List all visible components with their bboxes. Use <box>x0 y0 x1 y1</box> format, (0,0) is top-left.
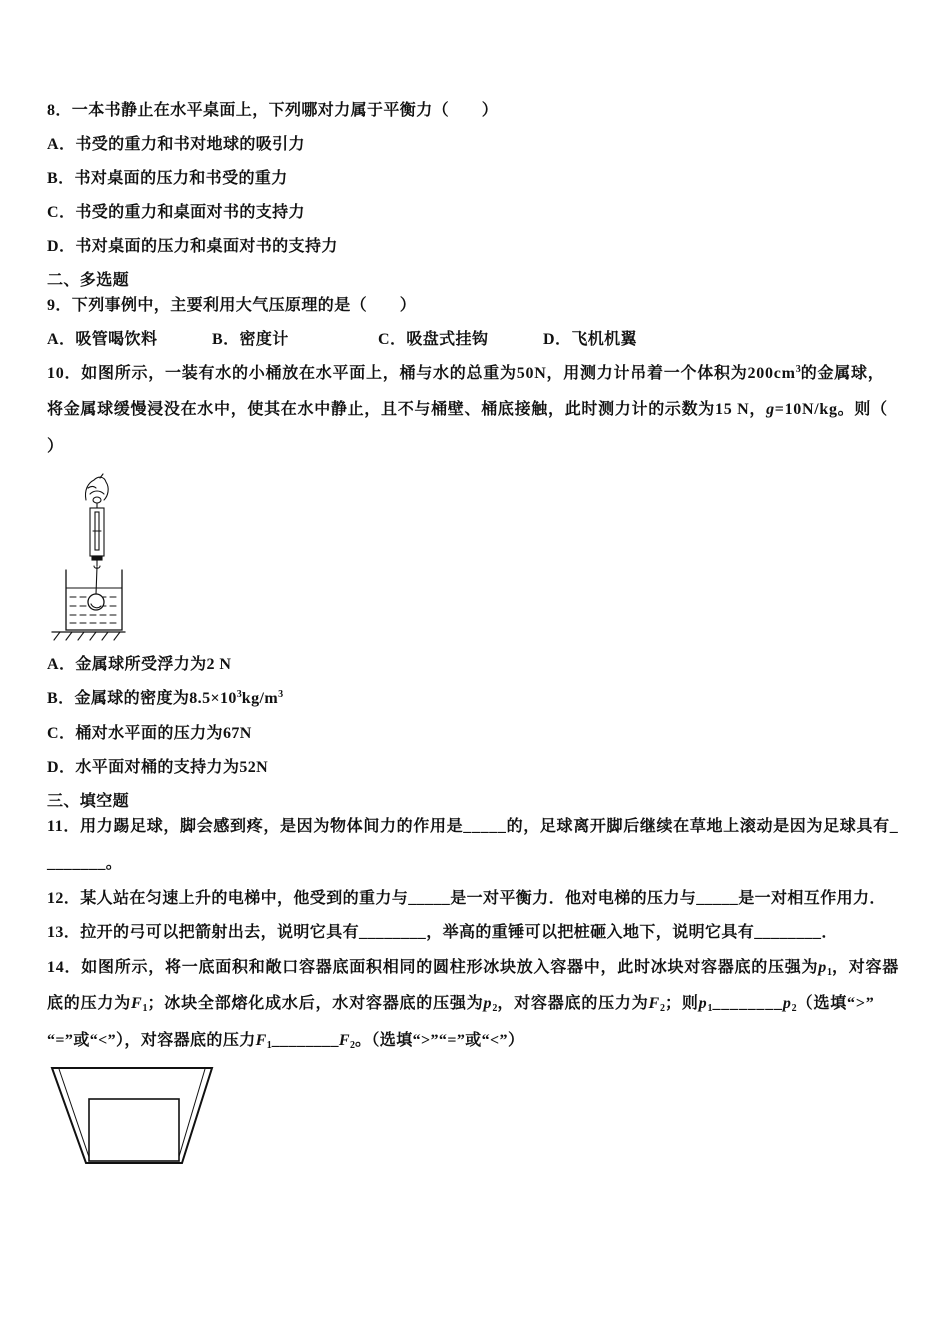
ice-block <box>89 1099 179 1161</box>
variable-p: p <box>782 995 792 1012</box>
section-heading-multiple-choice: 二、多选题 <box>47 272 130 289</box>
answer-blank: ________ <box>271 1032 339 1049</box>
q8-option-a: A．书受的重力和书对地球的吸引力 <box>47 136 305 153</box>
q8-option-c: C．书受的重力和桌面对书的支持力 <box>47 204 305 221</box>
scale-ring <box>93 497 101 503</box>
subscript: 1 <box>266 1040 272 1051</box>
q10-stem-text: =10N/kg。则（ <box>774 401 888 418</box>
q11-line-2: _______。 <box>47 855 123 872</box>
q10-option-b-unit: kg/m <box>241 690 279 707</box>
q9-option-b: B．密度计 <box>212 331 289 348</box>
q10-option-b <box>47 688 283 710</box>
q14-text: ，对容器底的压力为 <box>497 995 649 1012</box>
q10-option-d: D．水平面对桶的支持力为52N <box>47 759 269 776</box>
q14-text: 。（选填“>”“=”或“<”） <box>355 1032 525 1049</box>
ground-hatch <box>54 632 120 640</box>
q10-figure-spring-scale-beaker <box>48 472 130 644</box>
q14-figure-container-with-ice <box>48 1064 218 1168</box>
q9-option-c: C．吸盘式挂钩 <box>378 331 489 348</box>
q14-text: ；则 <box>665 995 699 1012</box>
subscript: 2 <box>492 1003 498 1014</box>
container-inner-wall-right <box>178 1069 205 1160</box>
q14-line-1 <box>47 957 899 979</box>
q13-line: 13．拉开的弓可以把箭射出去，说明它具有________，举高的重锤可以把桩砸入地下，说明它具有________． <box>47 924 838 941</box>
variable-F: F <box>338 1032 350 1049</box>
subscript: 2 <box>660 1003 666 1014</box>
subscript: 1 <box>827 967 833 978</box>
q14-text: 底的压力为 <box>47 995 132 1012</box>
q10-stem-line-2 <box>47 399 888 421</box>
q14-text: “=”或“<”），对容器底的压力 <box>47 1032 256 1049</box>
q10-stem-line-3: ） <box>47 438 64 455</box>
q10-stem-text: 将金属球缓慢浸没在水中，使其在水中静止，且不与桶壁、桶底接触，此时测力计的示数为15 N， <box>47 401 767 418</box>
superscript: 3 <box>278 689 284 700</box>
q14-text: ；冰块全部熔化成水后，水对容器底的压强为 <box>147 995 484 1012</box>
hanging-string <box>96 567 97 594</box>
q9-stem: 9．下列事例中，主要利用大气压原理的是（ ） <box>47 297 417 314</box>
q10-option-b-text: B．金属球的密度为8.5×10 <box>47 690 237 707</box>
q8-option-b: B．书对桌面的压力和书受的重力 <box>47 170 288 187</box>
subscript: 2 <box>791 1003 797 1014</box>
q10-option-a: A．金属球所受浮力为2 N <box>47 656 232 673</box>
container-inner-wall-left <box>59 1069 90 1160</box>
subscript: 1 <box>142 1003 148 1014</box>
q9-option-d: D．飞机机翼 <box>543 331 637 348</box>
q14-text: （选填“>” <box>796 995 875 1012</box>
q14-text: ，对容器 <box>832 959 900 976</box>
spring-scale-cap <box>92 556 102 560</box>
variable-F: F <box>255 1032 267 1049</box>
variable-F: F <box>648 995 661 1012</box>
q12-line: 12．某人站在匀速上升的电梯中，他受到的重力与_____是一对平衡力．他对电梯的压力与_____是一对相互作用力． <box>47 890 886 907</box>
answer-blank: ________ <box>712 995 783 1012</box>
variable-p: p <box>698 995 708 1012</box>
q11-line-1: 11．用力踢足球，脚会感到疼，是因为物体间力的作用是_____的，足球离开脚后继续在草地上滚动是因为足球具有_ <box>47 818 899 835</box>
q10-stem-text: 10．如图所示，一装有水的小桶放在水平面上，桶与水的总重为50N，用测力计吊着一个体积为200cm <box>47 365 796 382</box>
variable-g: g <box>766 401 775 418</box>
q14-text: 14．如图所示，将一底面积和敞口容器底面积相同的圆柱形冰块放入容器中，此时冰块对容器底的压强为 <box>47 959 819 976</box>
subscript: 1 <box>707 1003 713 1014</box>
q8-option-d: D．书对桌面的压力和桌面对书的支持力 <box>47 238 338 255</box>
q10-option-c: C．桶对水平面的压力为67N <box>47 725 252 742</box>
variable-p: p <box>818 959 828 976</box>
q14-line-3 <box>47 1030 524 1052</box>
variable-p: p <box>483 995 493 1012</box>
q10-stem-line-1 <box>47 363 885 385</box>
spring-scale-body <box>90 508 104 556</box>
q14-line-2 <box>47 993 875 1015</box>
variable-F: F <box>131 995 143 1012</box>
q8-stem: 8．一本书静止在水平桌面上，下列哪对力属于平衡力（ ） <box>47 102 499 119</box>
q10-stem-text: 的金属球， <box>800 365 885 382</box>
section-heading-fill-in: 三、填空题 <box>47 793 130 810</box>
q9-option-a: A．吸管喝饮料 <box>47 331 158 348</box>
superscript: 3 <box>236 689 242 700</box>
superscript: 3 <box>795 364 801 375</box>
subscript: 2 <box>350 1040 355 1051</box>
